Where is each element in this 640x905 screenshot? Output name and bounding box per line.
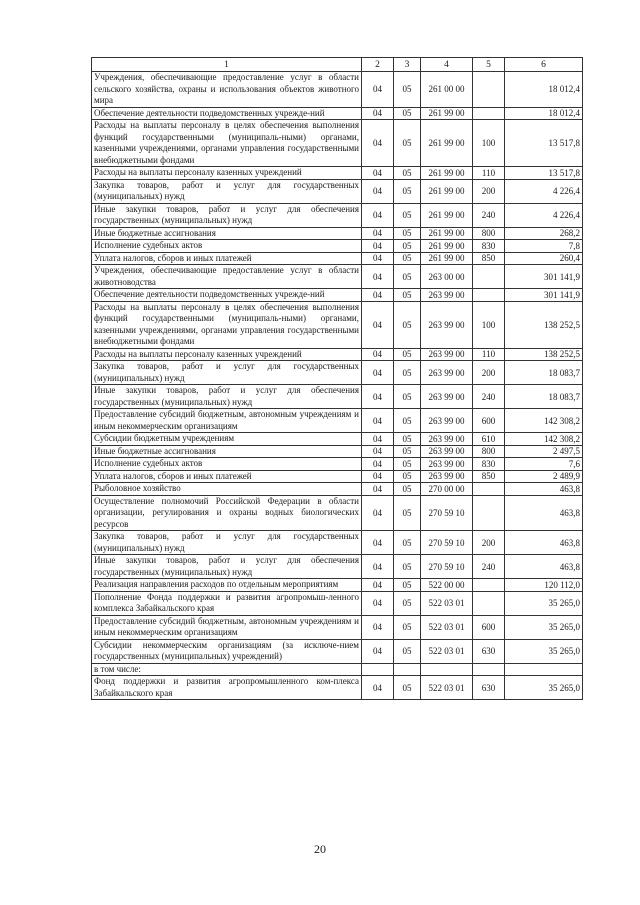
row-name-cell: Осуществление полномочий Российской Федерации в области организации, регулирования и охраны водных биологических ресурсов	[92, 495, 362, 531]
table-row	[92, 72, 583, 108]
table-row	[92, 240, 583, 253]
subsection-code-cell: 05	[394, 203, 421, 227]
row-name-cell: Уплата налогов, сборов и иных платежей	[92, 252, 362, 265]
table-row	[92, 265, 583, 289]
subsection-code-cell: 05	[394, 252, 421, 265]
amount-cell: 463,8	[505, 495, 583, 531]
expense-type-cell: 200	[473, 361, 505, 385]
expense-type-cell: 200	[473, 531, 505, 555]
subsection-code-cell: 05	[394, 483, 421, 496]
table-row	[92, 203, 583, 227]
amount-cell: 142 308,2	[505, 409, 583, 433]
subsection-code-cell: 05	[394, 361, 421, 385]
target-article-cell: 522 03 01	[421, 676, 473, 700]
expense-type-cell	[473, 591, 505, 615]
subsection-code-cell: 05	[394, 409, 421, 433]
row-name-cell: Реализация направления расходов по отдельным мероприятиям	[92, 579, 362, 592]
row-name-cell: Предоставление субсидий бюджетным, автономным учреждениям и иным некоммерческим организациям	[92, 409, 362, 433]
budget-table	[91, 57, 583, 700]
target-article-cell: 522 03 01	[421, 639, 473, 663]
row-name-cell: Рыболовное хозяйство	[92, 483, 362, 496]
target-article-cell: 263 00 00	[421, 265, 473, 289]
table-row	[92, 579, 583, 592]
section-code-cell: 04	[362, 615, 394, 639]
amount-cell: 18 012,4	[505, 107, 583, 120]
amount-cell: 463,8	[505, 483, 583, 496]
expense-type-cell	[473, 579, 505, 592]
expense-type-cell	[473, 483, 505, 496]
subsection-code-cell: 05	[394, 445, 421, 458]
row-name-cell: Предоставление субсидий бюджетным, автономным учреждениям и иным некоммерческим организациям	[92, 615, 362, 639]
amount-cell: 4 226,4	[505, 179, 583, 203]
target-article-cell: 263 99 00	[421, 445, 473, 458]
section-code-cell: 04	[362, 120, 394, 167]
subsection-code-cell: 05	[394, 676, 421, 700]
section-code-cell: 04	[362, 179, 394, 203]
row-name-cell: Исполнение судебных актов	[92, 458, 362, 471]
expense-type-cell: 110	[473, 167, 505, 180]
section-code-cell: 04	[362, 348, 394, 361]
expense-type-cell: 240	[473, 203, 505, 227]
target-article-cell: 263 99 00	[421, 470, 473, 483]
table-row	[92, 227, 583, 240]
expense-type-cell: 830	[473, 240, 505, 253]
row-name-cell: Фонд поддержки и развития агропромышленного ком-плекса Забайкальского края	[92, 676, 362, 700]
subsection-code-cell: 05	[394, 639, 421, 663]
subsection-code-cell: 05	[394, 240, 421, 253]
amount-cell: 2 497,5	[505, 445, 583, 458]
target-article-cell: 270 59 10	[421, 531, 473, 555]
row-name-cell: Расходы на выплаты персоналу в целях обеспечения выполнения функций государственными (муниципаль-ными) органами, казенными учреждениями, органами управления государственными внебюджетными фондами	[92, 120, 362, 167]
section-code-cell: 04	[362, 107, 394, 120]
expense-type-cell: 850	[473, 470, 505, 483]
table-row	[92, 361, 583, 385]
expense-type-cell: 600	[473, 409, 505, 433]
subsection-code-cell: 05	[394, 555, 421, 579]
table-row	[92, 470, 583, 483]
expense-type-cell: 630	[473, 676, 505, 700]
expense-type-cell: 100	[473, 301, 505, 348]
row-name-cell: Пополнение Фонда поддержки и развития агропромыш-ленного комплекса Забайкальского края	[92, 591, 362, 615]
expense-type-cell	[473, 265, 505, 289]
header-col-4: 4	[421, 58, 473, 72]
amount-cell: 138 252,5	[505, 348, 583, 361]
amount-cell: 7,8	[505, 240, 583, 253]
section-code-cell: 04	[362, 579, 394, 592]
header-col-2: 2	[362, 58, 394, 72]
expense-type-cell: 850	[473, 252, 505, 265]
amount-cell: 120 112,0	[505, 579, 583, 592]
expense-type-cell	[473, 107, 505, 120]
target-article-cell: 263 99 00	[421, 409, 473, 433]
table-row	[92, 289, 583, 302]
subsection-code-cell: 05	[394, 265, 421, 289]
section-code-cell: 04	[362, 591, 394, 615]
target-article-cell: 261 99 00	[421, 167, 473, 180]
target-article-cell: 522 03 01	[421, 591, 473, 615]
expense-type-cell	[473, 663, 505, 676]
section-code-cell: 04	[362, 252, 394, 265]
row-name-cell: Закупка товаров, работ и услуг для государственных (муниципальных) нужд	[92, 361, 362, 385]
row-name-cell: Субсидии бюджетным учреждениям	[92, 433, 362, 446]
amount-cell: 7,6	[505, 458, 583, 471]
row-name-cell: Иные бюджетные ассигнования	[92, 227, 362, 240]
subsection-code-cell: 05	[394, 385, 421, 409]
subsection-code-cell: 05	[394, 531, 421, 555]
section-code-cell: 04	[362, 72, 394, 108]
target-article-cell: 263 99 00	[421, 348, 473, 361]
expense-type-cell: 110	[473, 348, 505, 361]
table-row	[92, 120, 583, 167]
header-col-1: 1	[92, 58, 362, 72]
subsection-code-cell: 05	[394, 433, 421, 446]
section-code-cell	[362, 663, 394, 676]
subsection-code-cell: 05	[394, 72, 421, 108]
amount-cell: 18 012,4	[505, 72, 583, 108]
section-code-cell: 04	[362, 203, 394, 227]
target-article-cell: 270 00 00	[421, 483, 473, 496]
row-name-cell: Закупка товаров, работ и услуг для государственных (муниципальных) нужд	[92, 531, 362, 555]
subsection-code-cell	[394, 663, 421, 676]
section-code-cell: 04	[362, 409, 394, 433]
amount-cell: 138 252,5	[505, 301, 583, 348]
amount-cell	[505, 663, 583, 676]
target-article-cell: 263 99 00	[421, 385, 473, 409]
amount-cell: 260,4	[505, 252, 583, 265]
header-col-5: 5	[473, 58, 505, 72]
expense-type-cell	[473, 72, 505, 108]
table-row	[92, 348, 583, 361]
header-col-3: 3	[394, 58, 421, 72]
section-code-cell: 04	[362, 531, 394, 555]
target-article-cell: 270 59 10	[421, 555, 473, 579]
subsection-code-cell: 05	[394, 348, 421, 361]
section-code-cell: 04	[362, 470, 394, 483]
section-code-cell: 04	[362, 167, 394, 180]
expense-type-cell: 610	[473, 433, 505, 446]
table-row	[92, 433, 583, 446]
subsection-code-cell: 05	[394, 470, 421, 483]
row-name-cell: в том числе:	[92, 663, 362, 676]
section-code-cell: 04	[362, 483, 394, 496]
amount-cell: 18 083,7	[505, 361, 583, 385]
subsection-code-cell: 05	[394, 579, 421, 592]
subsection-code-cell: 05	[394, 167, 421, 180]
expense-type-cell: 240	[473, 385, 505, 409]
section-code-cell: 04	[362, 458, 394, 471]
table-row	[92, 615, 583, 639]
target-article-cell	[421, 663, 473, 676]
amount-cell: 13 517,8	[505, 167, 583, 180]
header-col-6: 6	[505, 58, 583, 72]
table-header-row	[92, 58, 583, 72]
table-row	[92, 107, 583, 120]
target-article-cell: 263 99 00	[421, 433, 473, 446]
expense-type-cell: 800	[473, 227, 505, 240]
table-row	[92, 531, 583, 555]
expense-type-cell: 600	[473, 615, 505, 639]
target-article-cell: 261 99 00	[421, 203, 473, 227]
amount-cell: 35 265,0	[505, 591, 583, 615]
target-article-cell: 261 99 00	[421, 227, 473, 240]
table-row	[92, 385, 583, 409]
table-row	[92, 555, 583, 579]
row-name-cell: Закупка товаров, работ и услуг для государственных (муниципальных) нужд	[92, 179, 362, 203]
amount-cell: 13 517,8	[505, 120, 583, 167]
section-code-cell: 04	[362, 240, 394, 253]
amount-cell: 35 265,0	[505, 676, 583, 700]
table-row	[92, 301, 583, 348]
table-row	[92, 591, 583, 615]
expense-type-cell: 630	[473, 639, 505, 663]
amount-cell: 35 265,0	[505, 615, 583, 639]
row-name-cell: Расходы на выплаты персоналу казенных учреждений	[92, 348, 362, 361]
table-row	[92, 458, 583, 471]
amount-cell: 18 083,7	[505, 385, 583, 409]
section-code-cell: 04	[362, 433, 394, 446]
section-code-cell: 04	[362, 301, 394, 348]
row-name-cell: Исполнение судебных актов	[92, 240, 362, 253]
subsection-code-cell: 05	[394, 120, 421, 167]
expense-type-cell: 100	[473, 120, 505, 167]
section-code-cell: 04	[362, 445, 394, 458]
subsection-code-cell: 05	[394, 227, 421, 240]
subsection-code-cell: 05	[394, 107, 421, 120]
amount-cell: 463,8	[505, 555, 583, 579]
section-code-cell: 04	[362, 265, 394, 289]
section-code-cell: 04	[362, 289, 394, 302]
amount-cell: 301 141,9	[505, 265, 583, 289]
table-row	[92, 167, 583, 180]
target-article-cell: 261 99 00	[421, 252, 473, 265]
target-article-cell: 522 03 01	[421, 615, 473, 639]
section-code-cell: 04	[362, 495, 394, 531]
target-article-cell: 261 99 00	[421, 107, 473, 120]
target-article-cell: 261 99 00	[421, 120, 473, 167]
amount-cell: 142 308,2	[505, 433, 583, 446]
table-row	[92, 639, 583, 663]
row-name-cell: Иные закупки товаров, работ и услуг для обеспечения государственных (муниципальных) нужд	[92, 555, 362, 579]
expense-type-cell: 830	[473, 458, 505, 471]
table-row	[92, 409, 583, 433]
subsection-code-cell: 05	[394, 301, 421, 348]
target-article-cell: 263 99 00	[421, 289, 473, 302]
row-name-cell: Учреждения, обеспечивающие предоставление услуг в области животноводства	[92, 265, 362, 289]
subsection-code-cell: 05	[394, 615, 421, 639]
section-code-cell: 04	[362, 227, 394, 240]
row-name-cell: Субсидии некоммерческим организациям (за исключе-нием государственных (муниципальных) учреждений)	[92, 639, 362, 663]
expense-type-cell	[473, 289, 505, 302]
table-row	[92, 252, 583, 265]
row-name-cell: Учреждения, обеспечивающие предоставление услуг в области сельского хозяйства, охраны и использования объектов животного мира	[92, 72, 362, 108]
subsection-code-cell: 05	[394, 289, 421, 302]
table-row	[92, 676, 583, 700]
row-name-cell: Иные бюджетные ассигнования	[92, 445, 362, 458]
expense-type-cell: 800	[473, 445, 505, 458]
target-article-cell: 261 99 00	[421, 240, 473, 253]
table-row	[92, 483, 583, 496]
row-name-cell: Иные закупки товаров, работ и услуг для обеспечения государственных (муниципальных) нужд	[92, 385, 362, 409]
expense-type-cell: 240	[473, 555, 505, 579]
subsection-code-cell: 05	[394, 495, 421, 531]
target-article-cell: 261 00 00	[421, 72, 473, 108]
expense-type-cell: 200	[473, 179, 505, 203]
target-article-cell: 522 00 00	[421, 579, 473, 592]
section-code-cell: 04	[362, 555, 394, 579]
amount-cell: 463,8	[505, 531, 583, 555]
row-name-cell: Уплата налогов, сборов и иных платежей	[92, 470, 362, 483]
amount-cell: 301 141,9	[505, 289, 583, 302]
subsection-code-cell: 05	[394, 179, 421, 203]
section-code-cell: 04	[362, 361, 394, 385]
target-article-cell: 263 99 00	[421, 458, 473, 471]
table-row	[92, 663, 583, 676]
target-article-cell: 263 99 00	[421, 361, 473, 385]
target-article-cell: 270 59 10	[421, 495, 473, 531]
section-code-cell: 04	[362, 639, 394, 663]
row-name-cell: Расходы на выплаты персоналу казенных учреждений	[92, 167, 362, 180]
row-name-cell: Расходы на выплаты персоналу в целях обеспечения выполнения функций государственными (муниципаль-ными) органами, казенными учреждениями, органами управления государственными внебюджетными фондами	[92, 301, 362, 348]
section-code-cell: 04	[362, 385, 394, 409]
subsection-code-cell: 05	[394, 591, 421, 615]
table-row	[92, 445, 583, 458]
amount-cell: 35 265,0	[505, 639, 583, 663]
section-code-cell: 04	[362, 676, 394, 700]
row-name-cell: Иные закупки товаров, работ и услуг для обеспечения государственных (муниципальных) нужд	[92, 203, 362, 227]
table-row	[92, 179, 583, 203]
target-article-cell: 263 99 00	[421, 301, 473, 348]
subsection-code-cell: 05	[394, 458, 421, 471]
page-number: 20	[314, 842, 326, 856]
table-row	[92, 495, 583, 531]
amount-cell: 268,2	[505, 227, 583, 240]
row-name-cell: Обеспечение деятельности подведомственных учрежде-ний	[92, 107, 362, 120]
amount-cell: 2 489,9	[505, 470, 583, 483]
amount-cell: 4 226,4	[505, 203, 583, 227]
row-name-cell: Обеспечение деятельности подведомственных учрежде-ний	[92, 289, 362, 302]
target-article-cell: 261 99 00	[421, 179, 473, 203]
expense-type-cell	[473, 495, 505, 531]
